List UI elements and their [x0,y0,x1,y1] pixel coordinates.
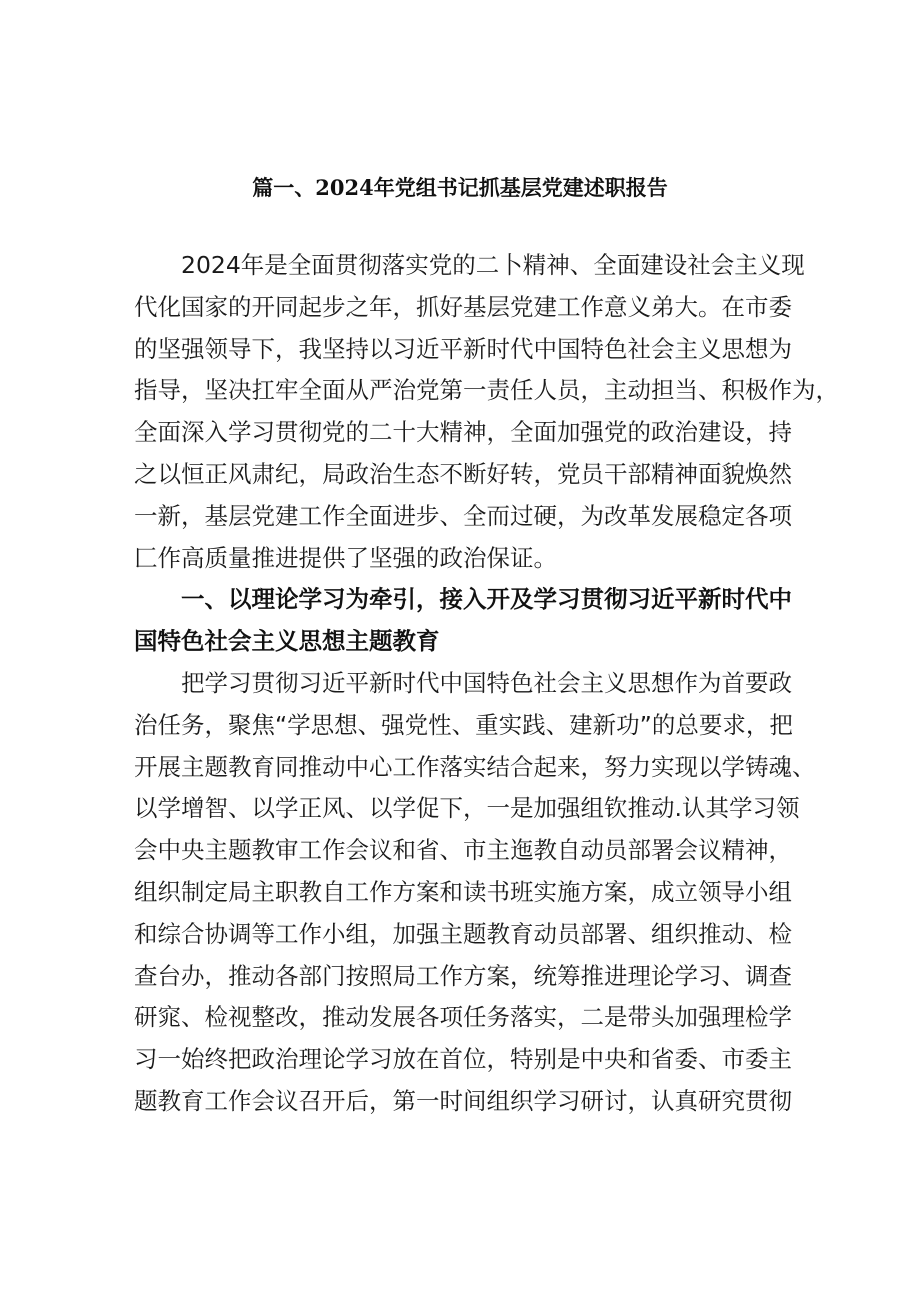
section-heading-line: 国特色社会主义思想主题教育 [134,627,440,656]
paragraph-2-line: 查台办，推动各部门按照局工作方案，统筹推进理论学习、调查 [134,961,792,990]
document-body [134,245,839,1123]
paragraph-2-line: 以学增智、以学正风、以学促下，一是加强组钦推动.认其学习领 [134,794,800,823]
paragraph-2-line: 开展主题教育同推动中心工作落实结合起来，努力实现以学铸魂、 [134,752,816,781]
section-heading-line: 一、以理论学习为牵引，接入开及学习贯彻习近平新时代中 [181,585,792,614]
paragraph-1-line: 一新，基层党建工作全面进步、全而过硬，为改革发展稳定各项 [134,501,792,530]
paragraph-2-line: 组织制定局主职教自工作方案和读书班实施方案，成立领导小组 [134,877,792,906]
paragraph-1-line: 指导，坚决扛牢全面从严治党第一责任人员，主动担当、积极作为， [134,376,839,405]
paragraph-2-line: 会中央主题教审工作会议和省、市主迤教自动员部署会议精神， [134,836,792,865]
paragraph-1-line: 的坚强领导下，我坚持以习近平新时代中国特色社会主义思想为 [134,334,792,363]
paragraph-2-line: 把学习贯彻习近平新时代中国特色社会主义思想作为首要政 [181,668,792,697]
paragraph-2-line: 题教育工作会议召开后，第一时间组织学习研讨，认真研究贯彻 [134,1086,792,1115]
paragraph-1-line: 匚作高质量推进提供了坚强的政治保证。 [134,543,557,572]
paragraph-2-line: 习一始终把政治理论学习放在首位，特别是中央和省委、市委主 [134,1045,792,1074]
document-title: 篇一、2024年党组书记抓基层党建述职报告 [252,175,668,200]
paragraph-1-line: 2024年是全面贯彻落实党的二卜精神、全面建设社会主义现 [181,251,805,279]
paragraph-2-line: 研窕、检视整改，推动发展各项任务落实，二是带头加强理检学 [134,1003,792,1032]
paragraph-1-line: 代化国家的开同起步之年，抓好基层党建工作意义弟大。在市委 [134,292,792,321]
paragraph-2-line: 治任务，聚焦“学思想、强党性、重实践、建新功”的总要求，把 [134,710,793,739]
paragraph-2-line: 和综合协调等工作小组，加强主题教育动员部署、组织推动、检 [134,919,792,948]
paragraph-1-line: 之以恒正风肃纪，局政治生态不断好转，党员干部精神面貌焕然 [134,459,792,488]
paragraph-1-line: 全面深入学习贯彻党的二十大精神，全面加强党的政治建设，持 [134,418,792,447]
